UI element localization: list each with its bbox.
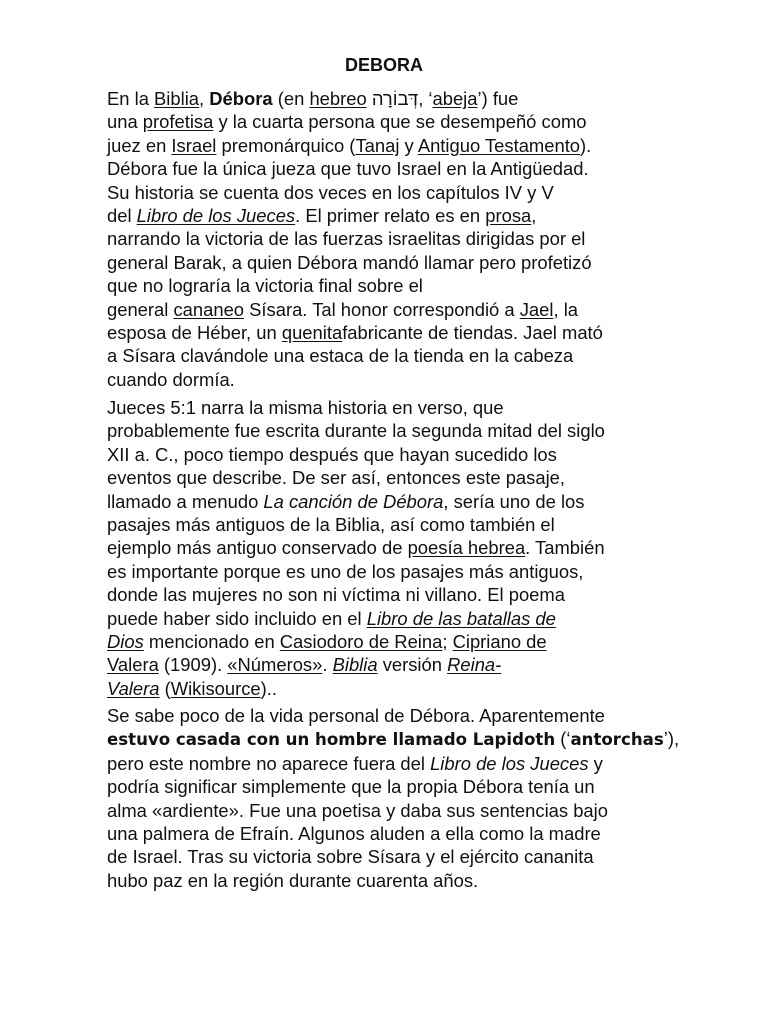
page-title: DEBORA [344,55,423,75]
link-poesia-hebrea[interactable]: poesía hebrea [407,537,526,559]
line: donde las mujeres no son ni víctima ni villano. El poema [107,584,565,606]
text: general [107,298,174,320]
line: es importante porque es uno de los pasajes más antiguos, [107,560,584,582]
link-casiodoro[interactable]: Casiodoro de Reina [279,631,443,653]
text: del [107,205,137,227]
line [107,321,667,344]
link-tanaj[interactable]: Tanaj [355,134,400,156]
line [107,110,667,133]
paragraph-1 [107,87,667,391]
text: premonárquico ( [216,134,356,156]
line [107,630,667,653]
bold-phrase: estuvo casada con un hombre llamado Lapidoth [107,730,556,750]
line: hubo paz en la región durante cuarenta años. [107,869,479,891]
line [107,204,667,227]
text: En la [107,88,155,109]
line: eventos que describe. De ser así, entonces este pasaje, [107,467,565,489]
link-profetisa[interactable]: profetisa [142,111,214,133]
text: ). [580,134,592,156]
line [107,752,667,775]
text: , [531,205,537,227]
term-antorchas: antorchas [570,730,664,750]
text: (en [272,88,310,109]
text: y [399,134,418,156]
link-valera-2[interactable]: Valera [107,677,160,699]
line [107,536,667,559]
paragraph-3 [107,704,680,892]
link-abeja[interactable]: abeja [432,88,478,109]
link-jael[interactable]: Jael [519,298,554,320]
link-wikisource[interactable]: Wikisource [170,677,261,699]
text: ).. [260,677,277,699]
text: llamado a menudo [107,490,264,512]
text: ’) fue [477,88,519,109]
link-numeros[interactable]: «Números» [227,654,323,676]
term-cancion-debora: La canción de Débora [263,490,444,512]
link-cananeo[interactable]: cananeo [173,298,245,320]
line: a Sísara clavándole una estaca de la tienda en la cabeza [107,345,574,367]
line: XII a. C., poco tiempo después que hayan sucedido los [107,443,557,465]
text: ( [159,677,171,699]
link-biblia-version[interactable]: Biblia [332,654,378,676]
line: narrando la victoria de las fuerzas israelitas dirigidas por el [107,228,586,250]
term-debora: Débora [209,88,273,109]
link-biblia[interactable]: Biblia [154,88,200,109]
text: . El primer relato es en [295,205,486,227]
text: . También [525,537,605,559]
link-reina[interactable]: Reina- [447,654,502,676]
line: podría significar simplemente que la propia Débora tenía un [107,776,595,798]
text: juez en [107,134,172,156]
line: que no lograría la victoria final sobre el [107,275,423,297]
line: de Israel. Tras su victoria sobre Sísara y el ejército cananita [107,846,594,868]
line: Jueces 5:1 narra la misma historia en verso, que [107,397,504,418]
link-hebreo[interactable]: hebreo [309,88,367,109]
link-antiguo-testamento[interactable]: Antiguo Testamento [417,134,581,156]
line: Débora fue la única jueza que tuvo Israel en la Antigüedad. [107,158,589,180]
text: ejemplo más antiguo conservado de [107,537,408,559]
line: Se sabe poco de la vida personal de Débora. Aparentemente [107,705,605,726]
text: (‘ [555,728,571,750]
line [107,677,667,700]
line [107,134,667,157]
link-israel[interactable]: Israel [171,134,217,156]
line [107,87,667,110]
text: puede haber sido incluido en el [107,607,367,629]
line [107,490,667,513]
text: . [322,654,333,676]
line: general Barak, a quien Débora mandó llamar pero profetizó [107,251,592,273]
text: (1909). [158,654,228,676]
text: , [199,88,210,109]
link-libro-batallas[interactable]: Libro de las batallas de [366,607,556,629]
term-libro-jueces: Libro de los Jueces [430,752,589,774]
text: y [588,752,603,774]
line: Su historia se cuenta dos veces en los capítulos IV y V [107,181,554,203]
link-cipriano[interactable]: Cipriano de [452,631,547,653]
text: , la [553,298,579,320]
line: cuando dormía. [107,368,235,390]
text: pero este nombre no aparece fuera del [107,752,431,774]
text: esposa de Héber, un [107,322,282,344]
text: una [107,111,143,133]
line [107,653,667,676]
line: probablemente fue escrita durante la segunda mitad del siglo [107,420,605,442]
link-libro-jueces[interactable]: Libro de los Jueces [136,205,296,227]
text: mencionado en [143,631,280,653]
text: , sería uno de los [443,490,585,512]
paragraph-2 [107,396,667,700]
line: pasajes más antiguos de la Biblia, así como también el [107,514,555,536]
link-prosa[interactable]: prosa [485,205,532,227]
text: ’), [663,728,680,750]
text: דְּבוֹרָה, ‘ [366,88,433,109]
link-quenita[interactable]: quenita [281,322,343,344]
text: ; [442,631,453,653]
text: y la cuarta persona que se desempeñó como [213,111,587,133]
link-valera[interactable]: Valera [107,654,159,676]
text: versión [377,654,448,676]
text: fabricante de tiendas. Jael mató [342,322,603,344]
link-dios[interactable]: Dios [107,631,144,653]
line: una palmera de Efraín. Algunos aluden a ella como la madre [107,823,601,845]
line [107,607,667,630]
line [107,727,680,751]
line [107,298,667,321]
line: alma «ardiente». Fue una poetisa y daba sus sentencias bajo [107,799,608,821]
text: Sísara. Tal honor correspondió a [244,298,520,320]
